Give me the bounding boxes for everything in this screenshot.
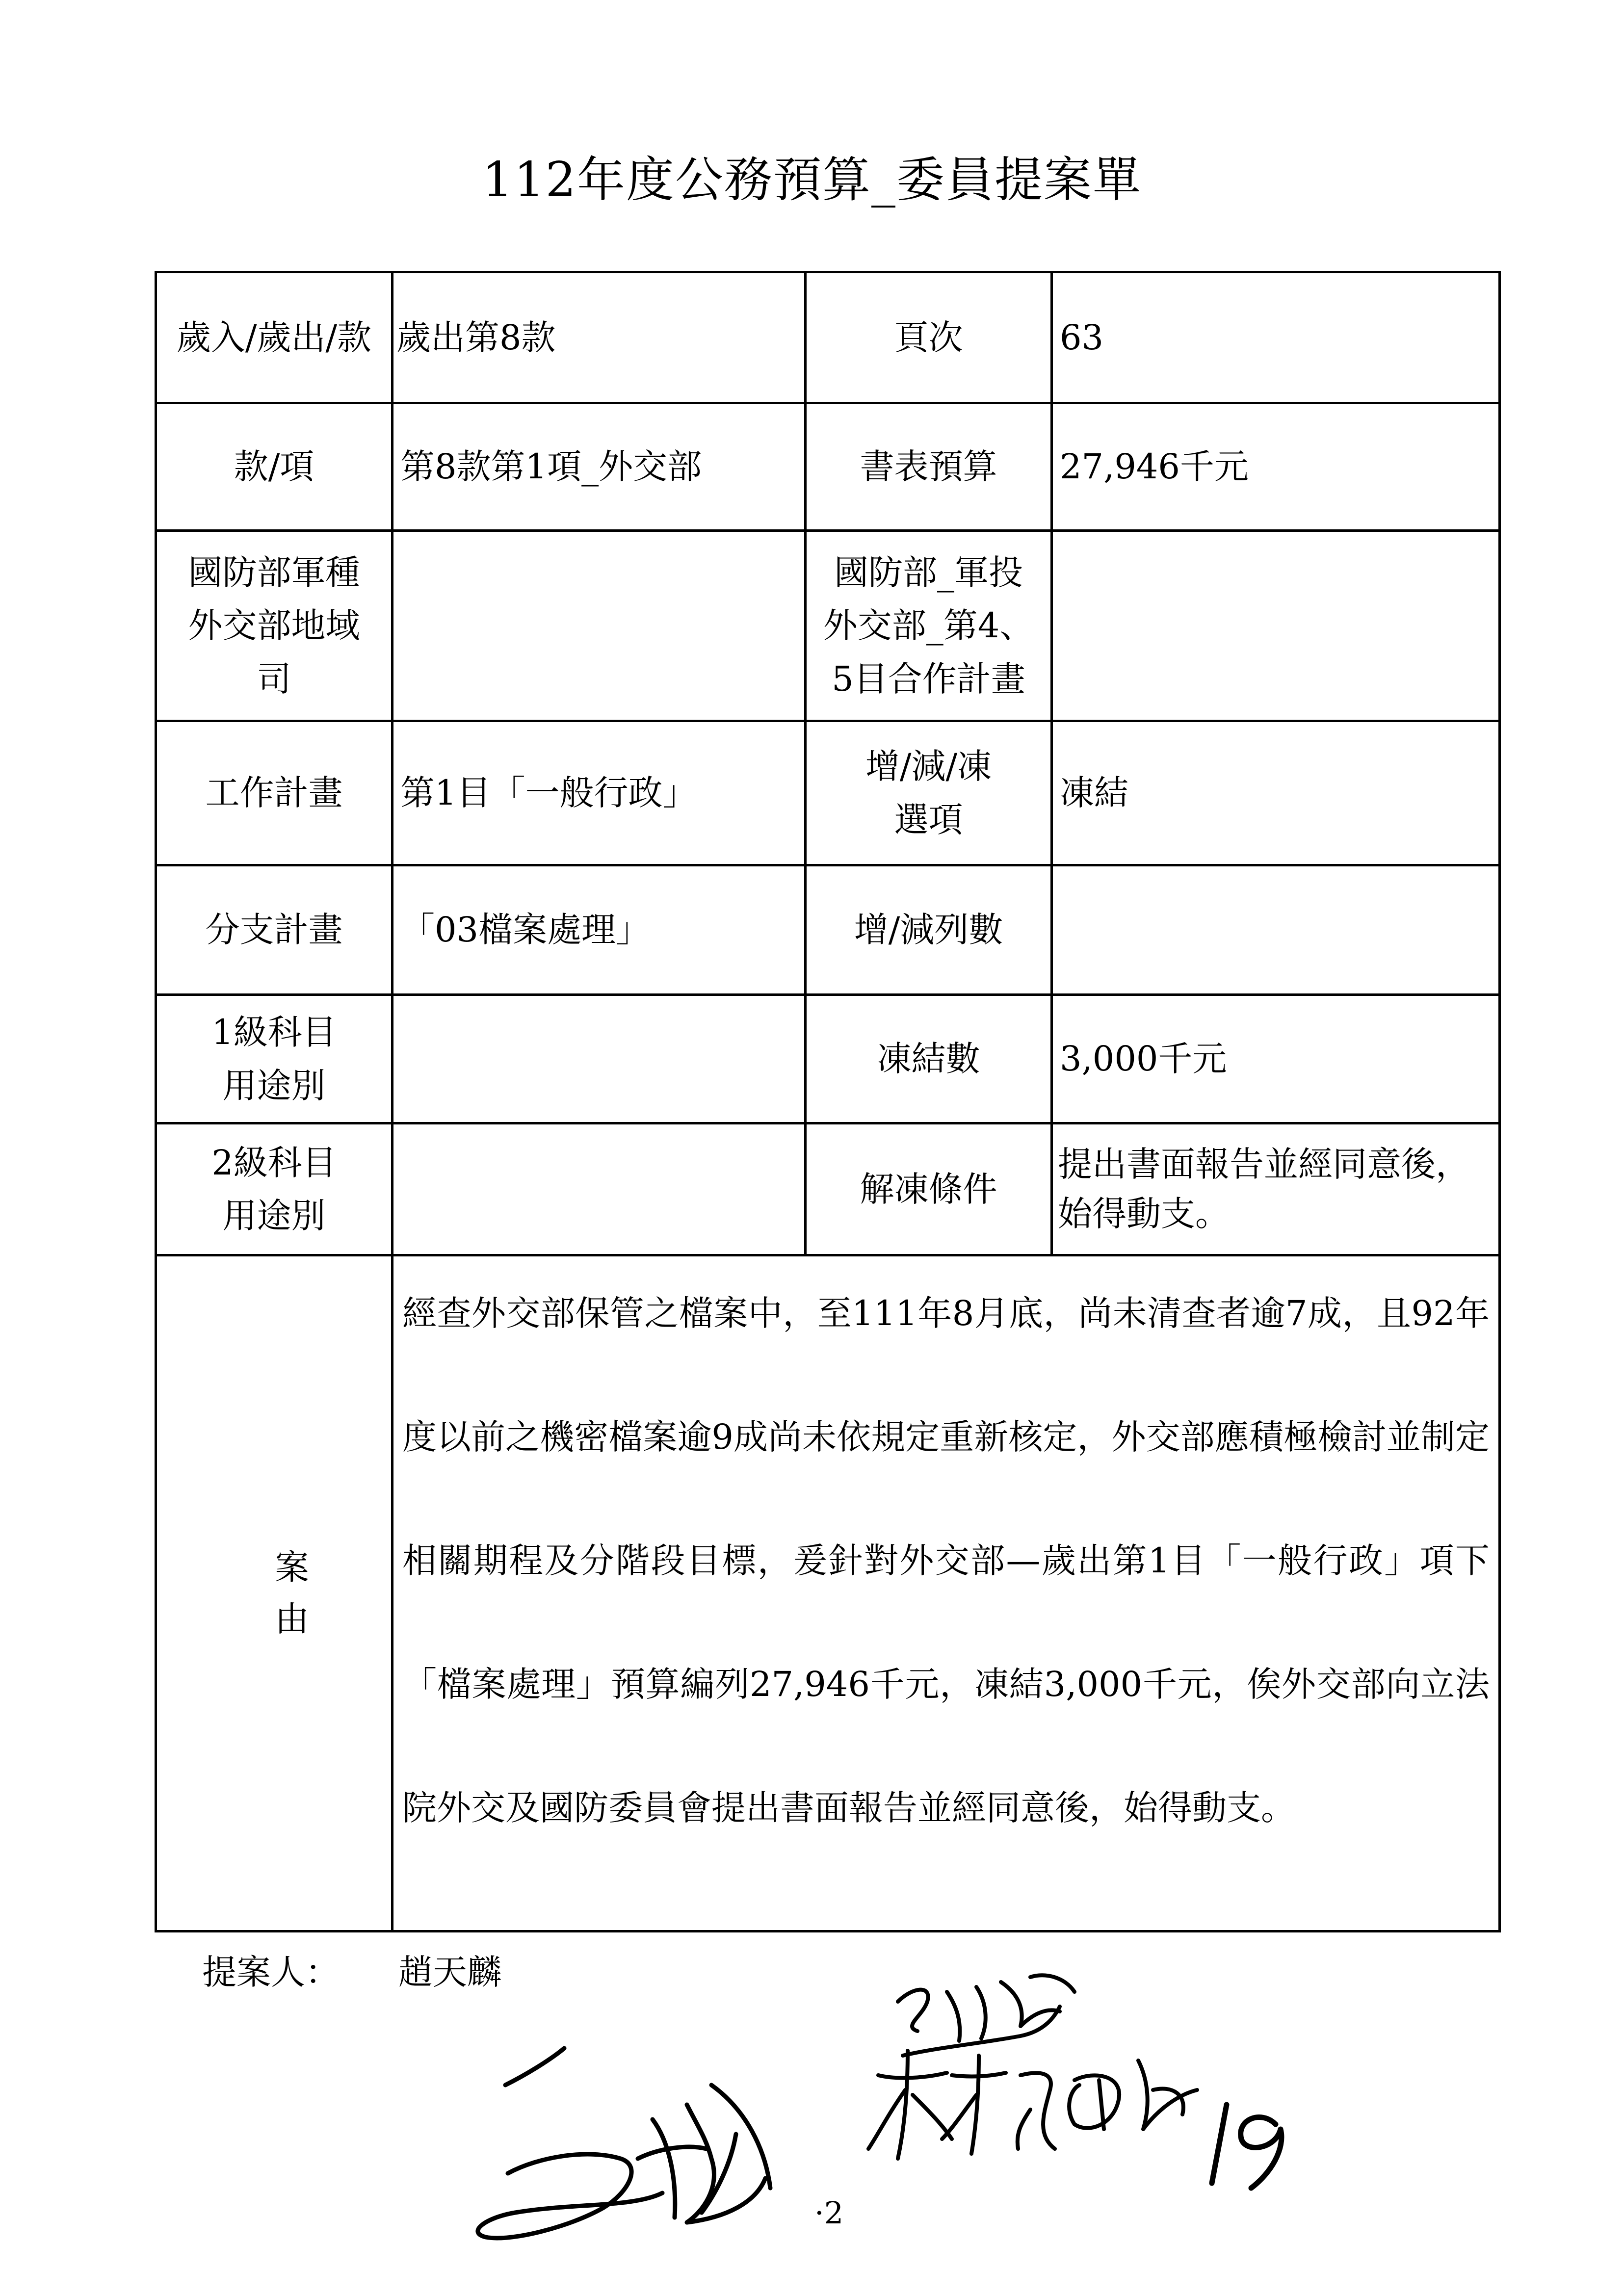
row-work-plan xyxy=(156,721,1500,865)
budget-type-label: 歲入/歲出/款 xyxy=(156,272,393,403)
row-section-item xyxy=(156,403,1500,531)
proposal-form-table xyxy=(155,271,1501,1932)
cooperation-plan-value xyxy=(1052,531,1500,721)
handwritten-signature-1 xyxy=(478,2048,770,2238)
section-item-label: 款/項 xyxy=(156,403,393,531)
adjust-amount-label: 增/減列數 xyxy=(806,865,1052,995)
statement-budget-label: 書表預算 xyxy=(806,403,1052,531)
level1-value xyxy=(393,995,806,1123)
adjust-amount-value xyxy=(1052,865,1500,995)
region-label: 國防部軍種 外交部地域 司 xyxy=(156,531,393,721)
row-budget-type xyxy=(156,272,1500,403)
reason-label: 案由 xyxy=(156,1255,393,1931)
section-item-value: 第8款第1項_外交部 xyxy=(393,403,806,531)
unfreeze-condition-label: 解凍條件 xyxy=(806,1123,1052,1255)
row-branch-plan xyxy=(156,865,1500,995)
branch-plan-value: 「03檔案處理」 xyxy=(393,865,806,995)
row-level2 xyxy=(156,1123,1500,1255)
page-ref-label: 頁次 xyxy=(806,272,1052,403)
adjust-option-value: 凍結 xyxy=(1052,721,1500,865)
statement-budget-value: 27,946千元 xyxy=(1052,403,1500,531)
level2-label: 2級科目 用途別 xyxy=(156,1123,393,1255)
level1-label: 1級科目 用途別 xyxy=(156,995,393,1123)
handwritten-signature-3 xyxy=(868,2051,1197,2159)
row-reason xyxy=(156,1255,1500,1931)
proposer-name: 趙天麟 xyxy=(398,1952,501,1992)
level2-value xyxy=(393,1123,806,1255)
unfreeze-condition-value: 提出書面報告並經同意後，始得動支。 xyxy=(1052,1123,1500,1255)
handwritten-signature-2 xyxy=(898,1975,1074,2056)
reason-text: 經查外交部保管之檔案中，至111年8月底，尚未清查者逾7成，且92年度以前之機密檔案逾9成尚未依規定重新核定，外交部應積極檢討並制定相關期程及分階段目標，爰針對外交部—歲出第1目「一般行政」項下「檔案處理」預算編列27,946千元，凍結3,000千元，俟外交部向立法院外交及國防委員會提出書面報告並經同意後，始得動支。 xyxy=(402,1293,1490,1828)
page-number-value: 2 xyxy=(824,2195,844,2231)
budget-type-value: 歲出第8款 xyxy=(393,272,806,403)
work-plan-value: 第1目「一般行政」 xyxy=(393,721,806,865)
frozen-amount-label: 凍結數 xyxy=(806,995,1052,1123)
branch-plan-label: 分支計畫 xyxy=(156,865,393,995)
page-number: ·2 xyxy=(814,2195,844,2231)
reason-cell xyxy=(393,1255,1500,1931)
cooperation-plan-label: 國防部_軍投 外交部_第4、 5目合作計畫 xyxy=(806,531,1052,721)
row-level1 xyxy=(156,995,1500,1123)
region-value xyxy=(393,531,806,721)
frozen-amount-value: 3,000千元 xyxy=(1052,995,1500,1123)
page-title: 112年度公務預算_委員提案單 xyxy=(482,152,1142,208)
work-plan-label: 工作計畫 xyxy=(156,721,393,865)
row-region xyxy=(156,531,1500,721)
proposer-label: 提案人： xyxy=(202,1952,340,1992)
page-ref-value: 63 xyxy=(1052,272,1500,403)
signature-area xyxy=(0,1962,1624,2296)
adjust-option-label: 增/減/凍 選項 xyxy=(806,721,1052,865)
